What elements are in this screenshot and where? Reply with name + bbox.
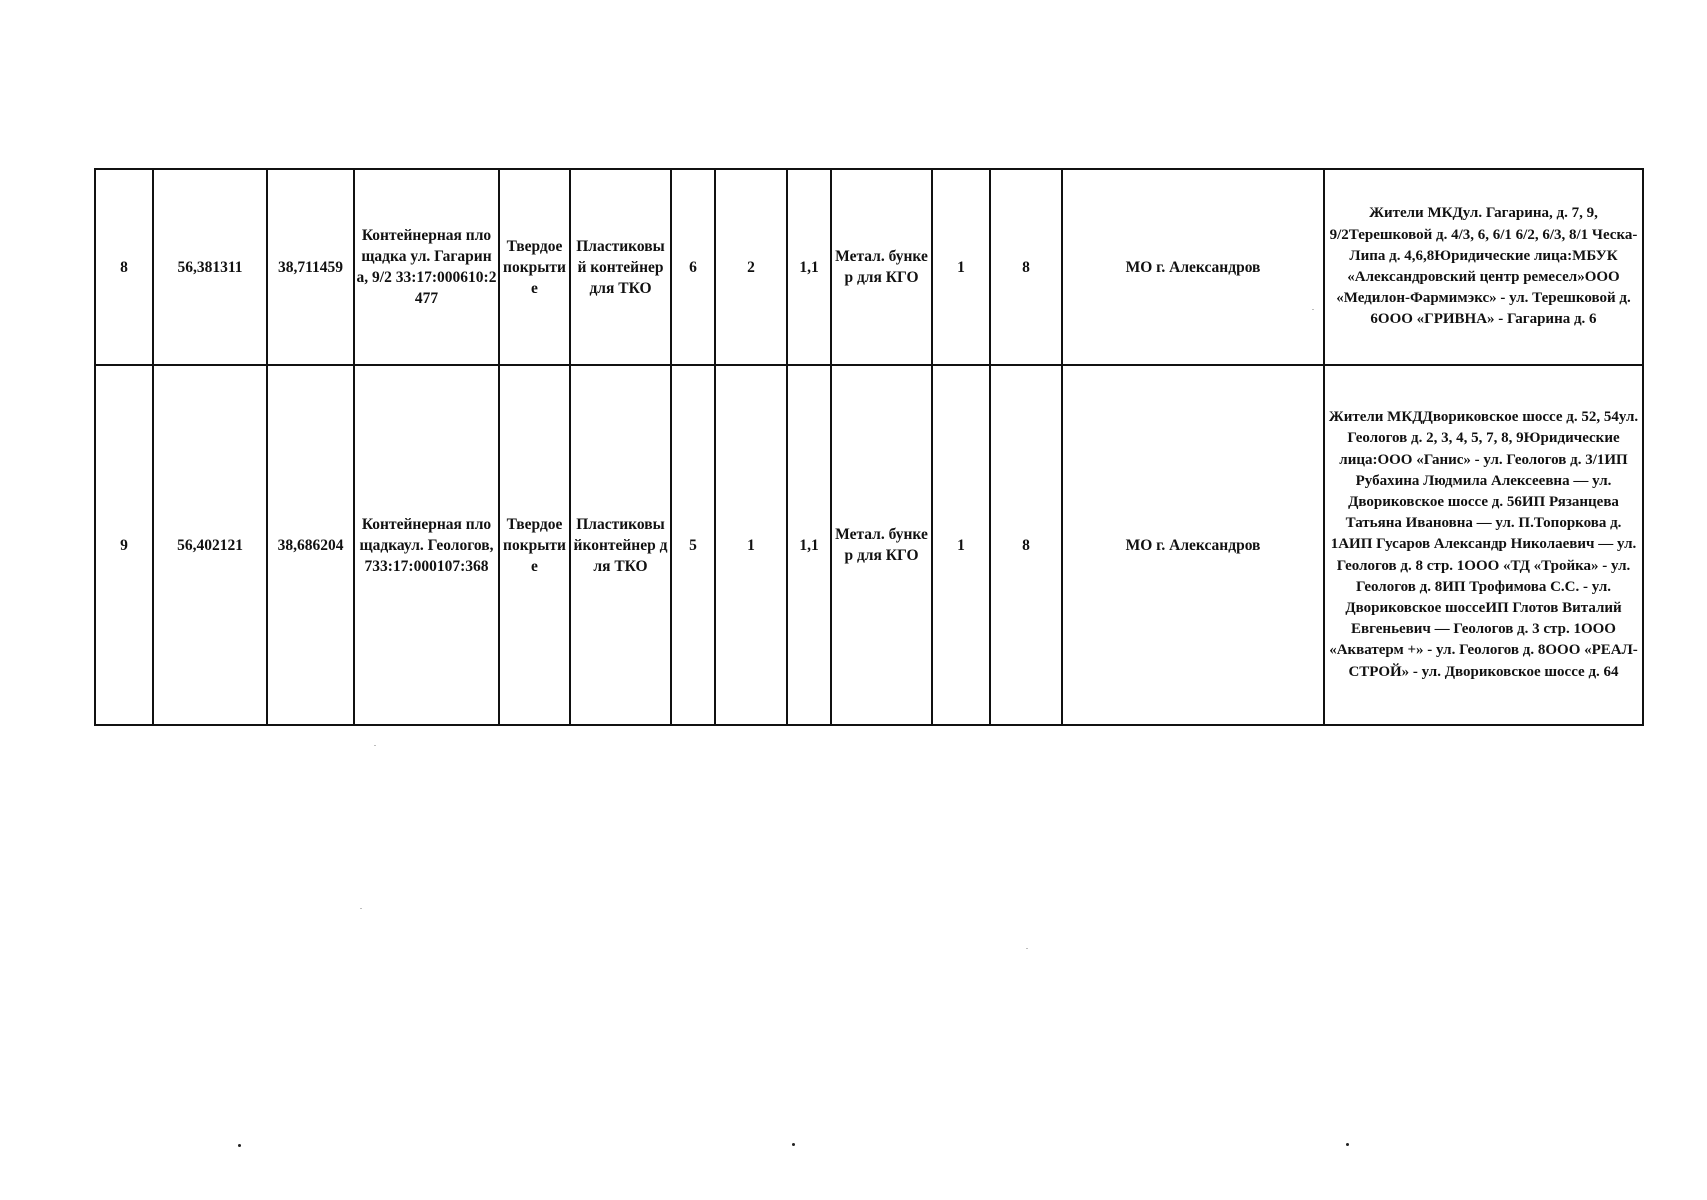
surface-type-cell: Твердое покрытие	[499, 169, 570, 365]
scan-dot	[238, 1144, 241, 1147]
longitude-cell: 38,686204	[267, 365, 354, 725]
container-count-cell: 6	[671, 169, 715, 365]
kgo-bunker-volume-cell: 8	[990, 169, 1062, 365]
row-number-cell: 9	[95, 365, 153, 725]
scan-speck	[374, 745, 376, 746]
scan-dot	[1346, 1143, 1349, 1146]
scan-speck	[1312, 309, 1314, 310]
owner-cell: МО г. Александров	[1062, 169, 1324, 365]
longitude-cell: 38,711459	[267, 169, 354, 365]
container-count-cell: 5	[671, 365, 715, 725]
table-row	[95, 169, 1643, 365]
kgo-bunker-volume-cell: 8	[990, 365, 1062, 725]
container-sites-table	[94, 168, 1644, 726]
planned-count-cell: 1	[715, 365, 787, 725]
scan-speck	[1026, 948, 1028, 949]
kgo-bunker-type-cell: Метал. бункер для КГО	[831, 365, 932, 725]
owner-cell: МО г. Александров	[1062, 365, 1324, 725]
container-volume-cell: 1,1	[787, 365, 831, 725]
scan-dot	[792, 1143, 795, 1146]
scan-speck	[360, 908, 362, 909]
served-sources-cell: Жители МКДул. Гагарина, д. 7, 9, 9/2Терешковой д. 4/3, 6, 6/1 6/2, 6/3, 8/1 Ческа-Липа д. 4,6,8Юридические лица:МБУК «Александровский центр ремесел»ООО «Медилон-Фармимэкс» - ул. Терешковой д. 6ООО «ГРИВНА» - Гагарина д. 6	[1324, 169, 1643, 365]
kgo-bunker-count-cell: 1	[932, 365, 990, 725]
site-address-cell: Контейнерная площадка ул. Гагарина, 9/2 33:17:000610:2477	[354, 169, 499, 365]
kgo-bunker-type-cell: Метал. бункер для КГО	[831, 169, 932, 365]
served-sources-cell: Жители МКДДвориковское шоссе д. 52, 54ул. Геологов д. 2, 3, 4, 5, 7, 8, 9Юридические лица:ООО «Ганис» - ул. Геологов д. 3/1ИП Рубахина Людмила Алексеевна — ул. Двориковское шоссе д. 56ИП Рязанцева Татьяна Ивановна — ул. П.Топоркова д. 1АИП Гусаров Александр Николаевич — ул. Геологов д. 8 стр. 1ООО «ТД «Тройка» - ул. Геологов д. 8ИП Трофимова С.С. - ул. Двориковское шоссеИП Глотов Виталий Евгеньевич — Геологов д. 3 стр. 1ООО «Акватерм +» - ул. Геологов д. 8ООО «РЕАЛ-СТРОЙ» - ул. Двориковское шоссе д. 64	[1324, 365, 1643, 725]
surface-type-cell: Твердое покрытие	[499, 365, 570, 725]
container-type-cell: Пластиковыйконтейнер для ТКО	[570, 365, 671, 725]
site-address-cell: Контейнерная площадкаул. Геологов, 733:17:000107:368	[354, 365, 499, 725]
kgo-bunker-count-cell: 1	[932, 169, 990, 365]
table-row	[95, 365, 1643, 725]
row-number-cell: 8	[95, 169, 153, 365]
planned-count-cell: 2	[715, 169, 787, 365]
latitude-cell: 56,402121	[153, 365, 267, 725]
latitude-cell: 56,381311	[153, 169, 267, 365]
container-type-cell: Пластиковый контейнер для ТКО	[570, 169, 671, 365]
container-volume-cell: 1,1	[787, 169, 831, 365]
